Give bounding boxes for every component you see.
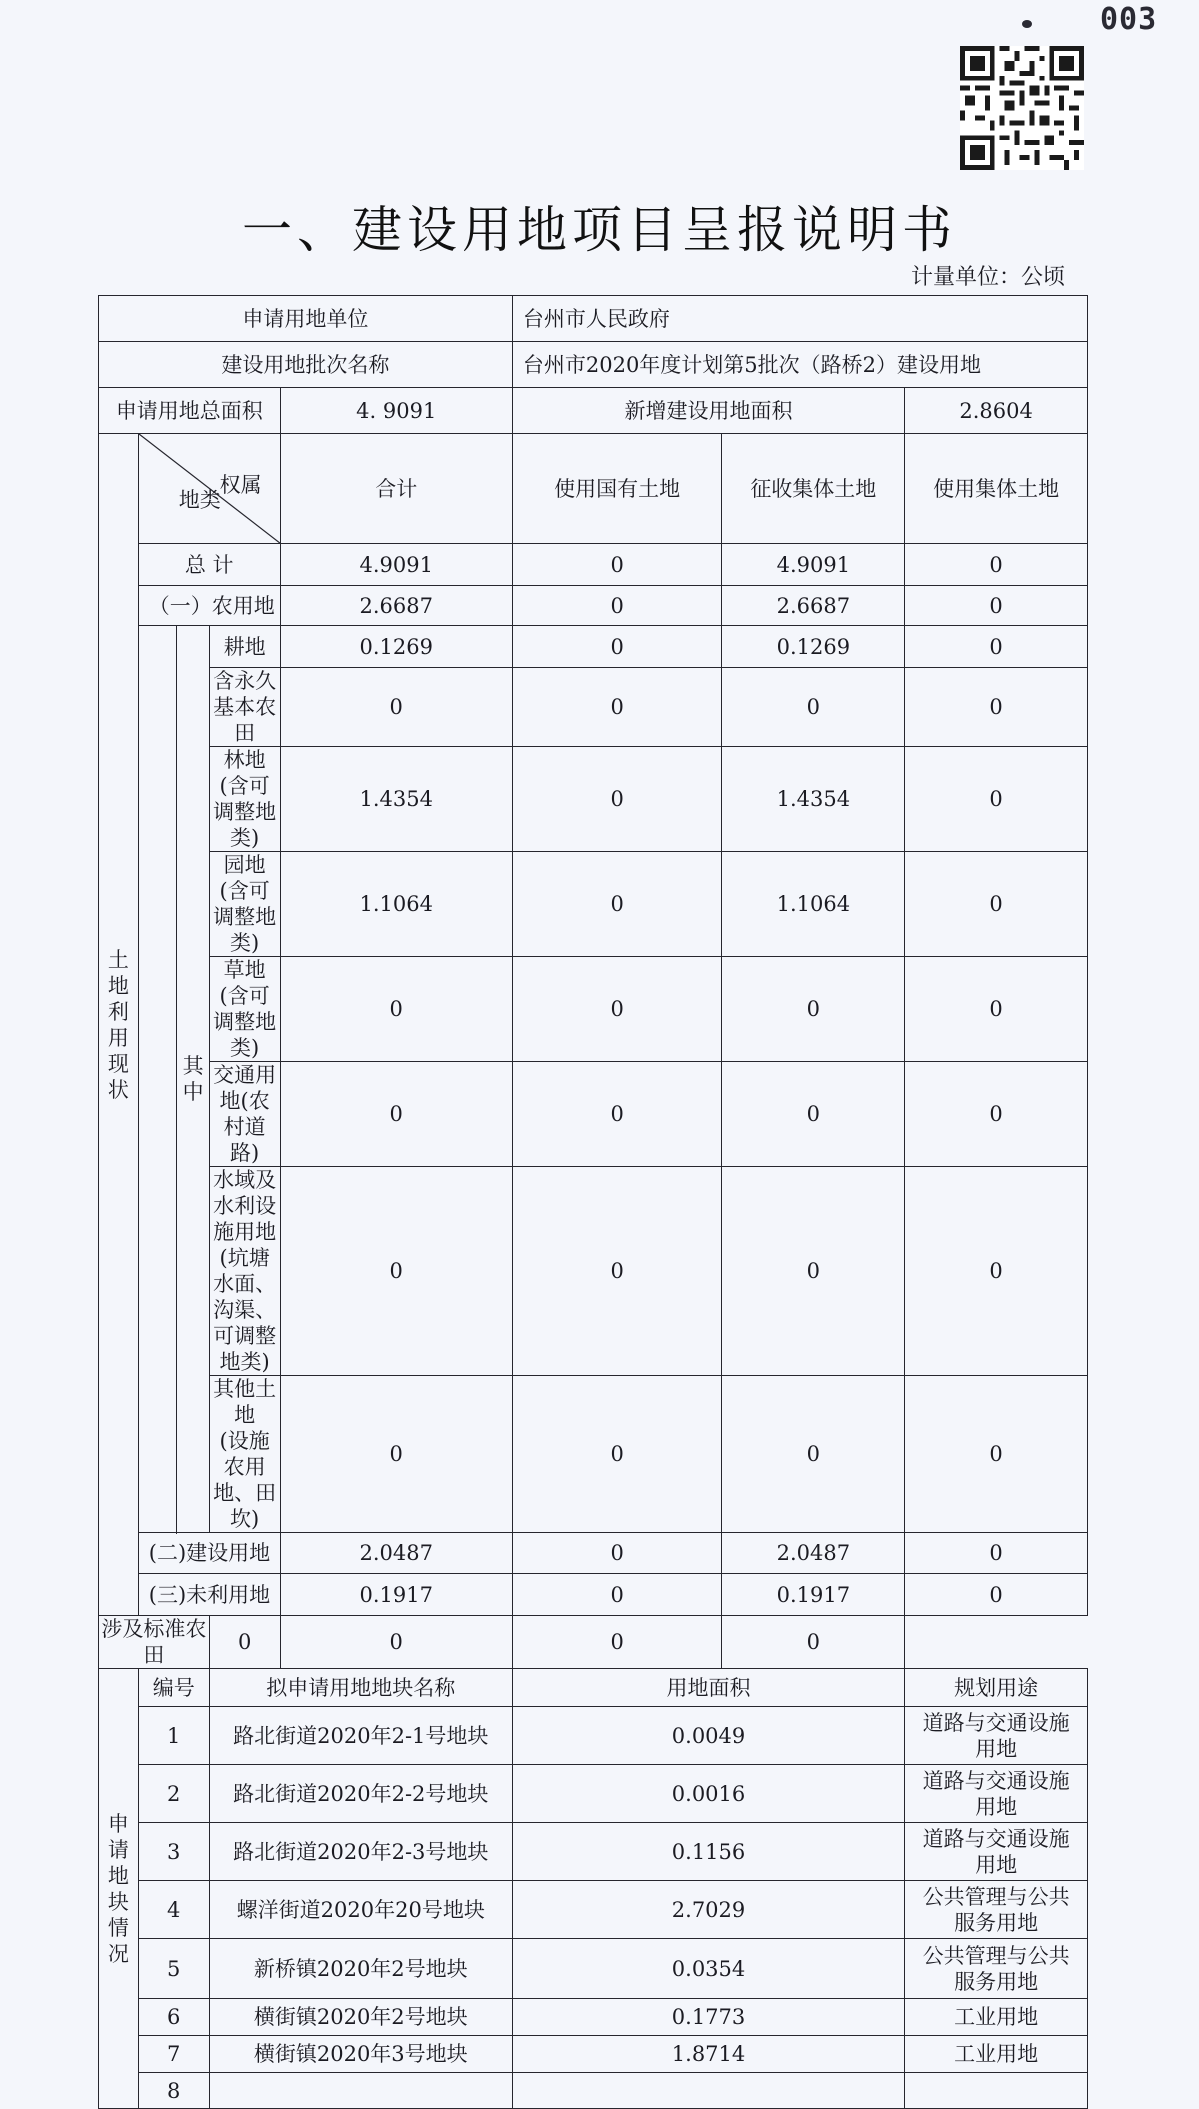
plot-area: 0.1773 [512, 1999, 904, 2036]
row-label [209, 1167, 280, 1376]
plot-row [99, 1707, 1088, 1765]
cell-collective: 0 [905, 957, 1088, 1062]
row-label-line: (坑塘水面、沟渠、 [213, 1246, 277, 1322]
plot-use-line: 用地 [975, 1794, 1018, 1819]
page-number: 003 [1100, 2, 1158, 37]
cell-collect: 2.0487 [722, 1533, 905, 1574]
cell-collective: 0 [905, 586, 1088, 626]
plot-use: 工业用地 [905, 2036, 1088, 2073]
cell-total: 0 [280, 1062, 512, 1167]
cell-state: 0 [512, 1167, 722, 1376]
plot-use-line: 服务用地 [954, 1910, 1039, 1935]
plot-area: 2.7029 [512, 1881, 904, 1939]
cell-state: 0 [512, 852, 722, 957]
cell-collect: 0 [722, 957, 905, 1062]
batch-row [99, 342, 1088, 388]
plot-no: 6 [138, 1999, 209, 2036]
cell-total: 4.9091 [280, 544, 512, 586]
land-use-section-label [99, 434, 139, 1616]
row-qita [99, 1376, 1088, 1533]
header-state: 使用国有土地 [512, 434, 722, 544]
plot-area: 0.0049 [512, 1707, 904, 1765]
header-total: 合计 [280, 434, 512, 544]
plot-area [512, 2073, 904, 2109]
cell-total: 2.0487 [280, 1533, 512, 1574]
cell-collect: 0 [722, 668, 905, 747]
unit-label: 计量单位：公顷 [910, 265, 1065, 290]
qr-code-icon [960, 46, 1084, 170]
plot-name: 横街镇2020年2号地块 [209, 1999, 512, 2036]
row-label: 涉及标准农田 [99, 1616, 210, 1669]
cell-collect: 4.9091 [722, 544, 905, 586]
plot-use [905, 1707, 1088, 1765]
cell-state: 0 [512, 626, 722, 668]
cell-state: 0 [280, 1616, 512, 1669]
plot-no: 1 [138, 1707, 209, 1765]
new-area-value: 2.8604 [905, 388, 1088, 434]
plot-row [99, 1939, 1088, 1999]
plot-area: 0.0354 [512, 1939, 904, 1999]
row-label-line: (设施农用地、田坎) [213, 1429, 277, 1531]
row-label: (二)建设用地 [138, 1533, 280, 1574]
row-jiaotong [99, 1062, 1088, 1167]
plot-no: 3 [138, 1823, 209, 1881]
cell-collective: 0 [722, 1616, 905, 1669]
land-application-form [98, 295, 1088, 2109]
cell-collect: 2.6687 [722, 586, 905, 626]
plot-name: 路北街道2020年2-2号地块 [209, 1765, 512, 1823]
plot-header-no: 编号 [138, 1669, 209, 1707]
row-biaozhun [99, 1616, 1088, 1669]
plot-use-line: 服务用地 [954, 1969, 1039, 1994]
cell-collective: 0 [905, 544, 1088, 586]
plot-no: 4 [138, 1881, 209, 1939]
cell-collect: 1.4354 [722, 747, 905, 852]
plot-header-area: 用地面积 [512, 1669, 904, 1707]
plots-section-text: 申请地块情况 [107, 1811, 129, 1966]
cell-state: 0 [512, 1062, 722, 1167]
plot-use [905, 1765, 1088, 1823]
header-collect: 征收集体土地 [722, 434, 905, 544]
cell-collect: 0 [722, 1062, 905, 1167]
row-label: 林地(含可调整地类) [209, 747, 280, 852]
row-shuiyu [99, 1167, 1088, 1376]
plot-row [99, 1823, 1088, 1881]
cell-collective: 0 [905, 1574, 1088, 1616]
land-header-row [99, 434, 1088, 544]
cell-collective: 0 [905, 668, 1088, 747]
cell-collect: 1.1064 [722, 852, 905, 957]
applicant-label: 申请用地单位 [99, 296, 513, 342]
plot-use-line: 用地 [975, 1852, 1018, 1877]
plot-no: 2 [138, 1765, 209, 1823]
cell-state: 0 [512, 1376, 722, 1533]
row-agri [99, 586, 1088, 626]
cell-state: 0 [512, 1533, 722, 1574]
row-caodi [99, 957, 1088, 1062]
cell-collect: 0 [722, 1376, 905, 1533]
cell-total: 1.4354 [280, 747, 512, 852]
plot-row [99, 1999, 1088, 2036]
cell-state: 0 [512, 586, 722, 626]
qizhong-cell [177, 626, 209, 1533]
plots-section-label [99, 1669, 139, 2109]
applicant-row [99, 296, 1088, 342]
cell-collective: 0 [905, 852, 1088, 957]
row-label: 交通用地(农村道路) [209, 1062, 280, 1167]
diag-left-label: 地类 [178, 488, 221, 512]
row-grand-total [99, 544, 1088, 586]
plot-row [99, 2073, 1088, 2109]
cell-state: 0 [512, 1574, 722, 1616]
cell-total: 0.1269 [280, 626, 512, 668]
total-area-label: 申请用地总面积 [99, 388, 281, 434]
cell-collect: 0.1269 [722, 626, 905, 668]
plot-use-line: 公共管理与公共 [922, 1943, 1070, 1968]
plot-name: 新桥镇2020年2号地块 [209, 1939, 512, 1999]
sub-blank-cell [138, 626, 177, 1533]
batch-value: 台州市2020年度计划第5批次（路桥2）建设用地 [512, 342, 1087, 388]
plot-no: 8 [138, 2073, 209, 2109]
plot-header-name: 拟申请用地地块名称 [209, 1669, 512, 1707]
plot-use-line: 道路与交通设施 [922, 1710, 1070, 1735]
applicant-value: 台州市人民政府 [512, 296, 1087, 342]
plot-area: 0.1156 [512, 1823, 904, 1881]
row-yuandi [99, 852, 1088, 957]
row-label: 耕地 [209, 626, 280, 668]
cell-total: 0 [280, 957, 512, 1062]
row-label-line: 水域及水利设施用地 [213, 1168, 277, 1244]
cell-collect: 0 [722, 1167, 905, 1376]
plot-row [99, 1881, 1088, 1939]
plot-row [99, 1765, 1088, 1823]
plot-header-use: 规划用途 [905, 1669, 1088, 1707]
row-label: 园地(含可调整地类) [209, 852, 280, 957]
row-label: 含永久基本农田 [209, 668, 280, 747]
plot-name: 路北街道2020年2-1号地块 [209, 1707, 512, 1765]
row-jianshe [99, 1533, 1088, 1574]
total-area-value: 4. 9091 [280, 388, 512, 434]
row-weili [99, 1574, 1088, 1616]
total-area-row [99, 388, 1088, 434]
diagonal-header-cell [138, 434, 280, 544]
plot-header-row [99, 1669, 1088, 1707]
plot-no: 5 [138, 1939, 209, 1999]
cell-collective: 0 [905, 1167, 1088, 1376]
cell-collect: 0.1917 [722, 1574, 905, 1616]
cell-total: 1.1064 [280, 852, 512, 957]
plot-row [99, 2036, 1088, 2073]
diag-right-label: 权属 [219, 473, 262, 497]
land-use-section-text: 土地利用现状 [107, 947, 129, 1102]
row-jiben [99, 668, 1088, 747]
row-label [209, 1376, 280, 1533]
row-label: (三)未利用地 [138, 1574, 280, 1616]
plot-use [905, 1881, 1088, 1939]
cell-collective: 0 [905, 1062, 1088, 1167]
plot-use-line: 道路与交通设施 [922, 1826, 1070, 1851]
cell-collective: 0 [905, 1533, 1088, 1574]
plot-use-line: 道路与交通设施 [922, 1768, 1070, 1793]
plot-no: 7 [138, 2036, 209, 2073]
plot-area: 0.0016 [512, 1765, 904, 1823]
cell-collective: 0 [905, 1376, 1088, 1533]
cell-total: 2.6687 [280, 586, 512, 626]
cell-state: 0 [512, 544, 722, 586]
row-lindi [99, 747, 1088, 852]
header-collective: 使用集体土地 [905, 434, 1088, 544]
plot-name: 螺洋街道2020年20号地块 [209, 1881, 512, 1939]
cell-total: 0 [280, 1376, 512, 1533]
row-label: 总 计 [138, 544, 280, 586]
new-area-label: 新增建设用地面积 [512, 388, 904, 434]
plot-use [905, 1939, 1088, 1999]
plot-name: 横街镇2020年3号地块 [209, 2036, 512, 2073]
batch-label: 建设用地批次名称 [99, 342, 513, 388]
cell-collective: 0 [905, 747, 1088, 852]
cell-collect: 0 [512, 1616, 722, 1669]
cell-total: 0 [209, 1616, 280, 1669]
plot-use [905, 1823, 1088, 1881]
cell-total: 0.1917 [280, 1574, 512, 1616]
cell-state: 0 [512, 747, 722, 852]
plot-use-line: 公共管理与公共 [922, 1884, 1070, 1909]
row-label: 草地(含可调整地类) [209, 957, 280, 1062]
plot-name: 路北街道2020年2-3号地块 [209, 1823, 512, 1881]
cell-collective: 0 [905, 626, 1088, 668]
row-label: （一）农用地 [138, 586, 280, 626]
plot-name [209, 2073, 512, 2109]
plot-use [905, 2073, 1088, 2109]
cell-total: 0 [280, 668, 512, 747]
document-title: 一、建设用地项目呈报说明书 [242, 201, 957, 259]
plot-area: 1.8714 [512, 2036, 904, 2073]
qizhong-label: 其中 [182, 1054, 204, 1104]
plot-use-line: 用地 [975, 1736, 1018, 1761]
row-gengdi [99, 626, 1088, 668]
plot-use: 工业用地 [905, 1999, 1088, 2036]
cell-state: 0 [512, 957, 722, 1062]
row-label-line: 其他土地 [213, 1377, 277, 1427]
cell-total: 0 [280, 1167, 512, 1376]
row-label-line: 可调整地类) [213, 1324, 277, 1374]
ink-dot [1022, 20, 1032, 28]
cell-state: 0 [512, 668, 722, 747]
